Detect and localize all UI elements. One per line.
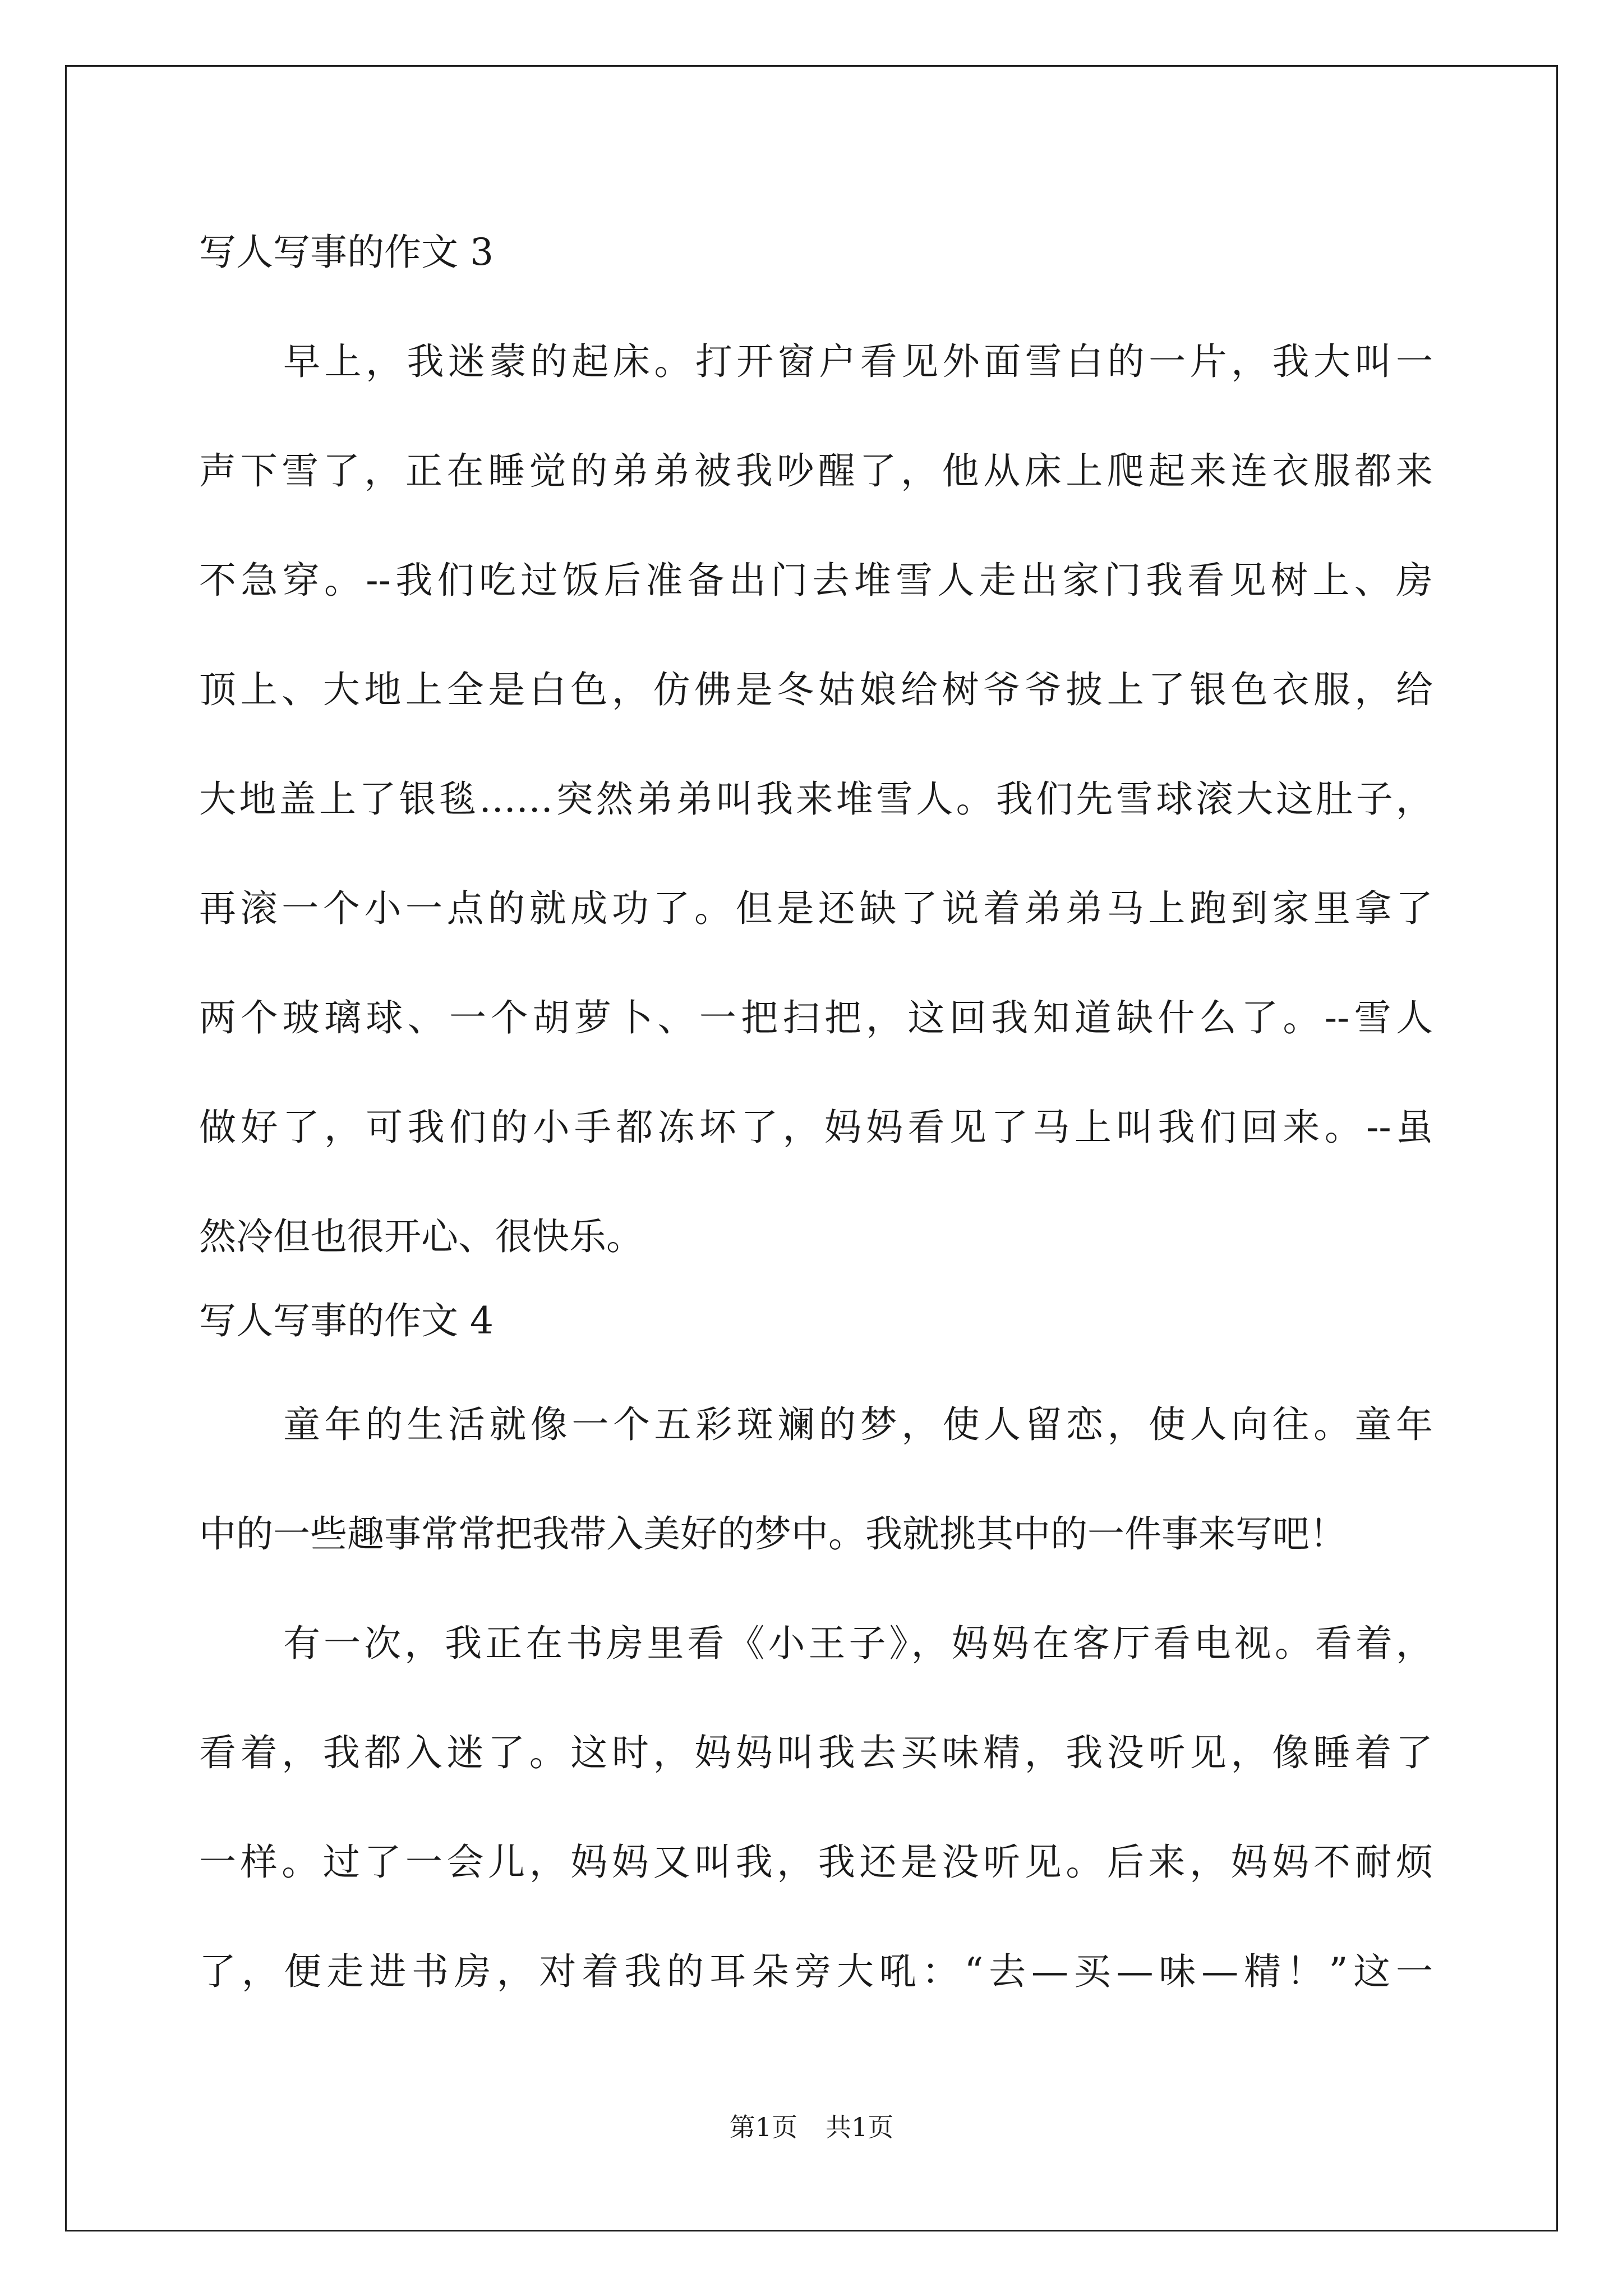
section-4-para-1-line-1: 童年的生活就像一个五彩斑斓的梦，使人留恋，使人向往。童年: [283, 1403, 1433, 1446]
section-3-line-6: 再滚一个小一点的就成功了。但是还缺了说着弟弟马上跑到家里拿了: [199, 887, 1433, 930]
section-3-line-7: 两个玻璃球、一个胡萝卜、一把扫把，这回我知道缺什么了。--雪人: [199, 996, 1433, 1039]
section-4-para-1-line-2: 中的一些趣事常常把我带入美好的梦中。我就挑其中的一件事来写吧！: [199, 1512, 1347, 1556]
section-3-line-3: 不急穿。--我们吃过饭后准备出门去堆雪人走出家门我看见树上、房: [199, 559, 1433, 602]
page-total: 共1页: [826, 2112, 894, 2142]
page-number: 第1页: [729, 2112, 797, 2142]
section-3-line-5: 大地盖上了银毯……突然弟弟叫我来堆雪人。我们先雪球滚大这肚子，: [199, 777, 1433, 821]
section-4-para-2-line-4: 了，便走进书房，对着我的耳朵旁大吼：“去—买—味—精！”这一: [199, 1950, 1433, 1993]
section-4-para-2-line-2: 看着，我都入迷了。这时，妈妈叫我去买味精，我没听见，像睡着了: [199, 1731, 1433, 1774]
section-3-line-9: 然冷但也很开心、很快乐。: [199, 1215, 643, 1258]
section-4-para-2-line-3: 一样。过了一会儿，妈妈又叫我，我还是没听见。后来，妈妈不耐烦: [199, 1841, 1433, 1884]
section-3-line-2: 声下雪了，正在睡觉的弟弟被我吵醒了，他从床上爬起来连衣服都来: [199, 449, 1433, 493]
section-3-line-8: 做好了，可我们的小手都冻坏了，妈妈看见了马上叫我们回来。--虽: [199, 1106, 1433, 1149]
section-4-para-2-line-1: 有一次，我正在书房里看《小王子》，妈妈在客厅看电视。看着，: [283, 1622, 1433, 1665]
section-4-title: 写人写事的作文 4: [199, 1299, 494, 1342]
section-3-line-4: 顶上、大地上全是白色，仿佛是冬姑娘给树爷爷披上了银色衣服，给: [199, 668, 1433, 711]
section-3-line-1: 早上，我迷蒙的起床。打开窗户看见外面雪白的一片，我大叫一: [283, 340, 1433, 383]
page-footer: [0, 2110, 1623, 2144]
section-3-title: 写人写事的作文 3: [199, 231, 494, 274]
